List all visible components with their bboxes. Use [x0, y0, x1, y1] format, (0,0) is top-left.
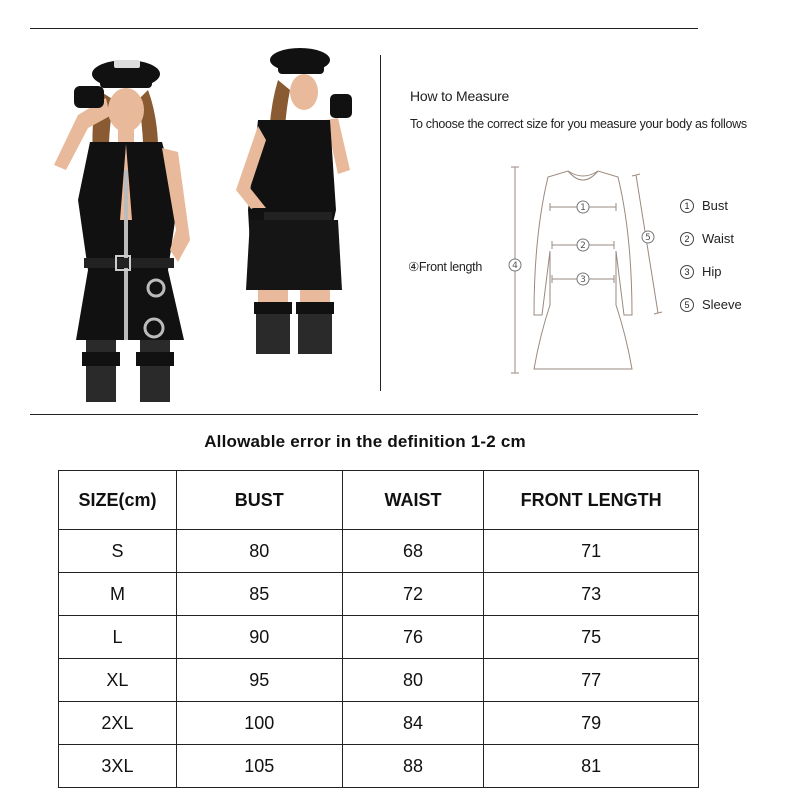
cell-size: XL — [59, 659, 177, 702]
how-to-measure-subtitle: To choose the correct size for you measure your body as follows — [410, 117, 747, 131]
cell-bust: 95 — [176, 659, 342, 702]
cell-waist: 84 — [342, 702, 484, 745]
cell-front-length: 71 — [484, 530, 699, 573]
cell-bust: 85 — [176, 573, 342, 616]
allowable-error-caption: Allowable error in the definition 1-2 cm — [204, 432, 526, 451]
svg-text:2: 2 — [580, 241, 586, 251]
header-waist: WAIST — [342, 471, 484, 530]
cell-waist: 88 — [342, 745, 484, 788]
cell-bust: 100 — [176, 702, 342, 745]
header-front-length: FRONT LENGTH — [484, 471, 699, 530]
size-chart-table — [58, 470, 699, 788]
cell-bust: 90 — [176, 616, 342, 659]
cell-size: S — [59, 530, 177, 573]
table-header-row — [59, 471, 699, 530]
cell-waist: 80 — [342, 659, 484, 702]
cell-size: 3XL — [59, 745, 177, 788]
cell-front-length: 81 — [484, 745, 699, 788]
cell-bust: 105 — [176, 745, 342, 788]
cell-size: M — [59, 573, 177, 616]
svg-text:5: 5 — [645, 233, 651, 243]
table-row — [59, 530, 699, 573]
cell-front-length: 79 — [484, 702, 699, 745]
legend-bust-label: Bust — [702, 198, 729, 213]
product-photo-front — [28, 40, 228, 405]
front-length-label: ④Front length — [408, 260, 483, 274]
legend-sleeve-number: 5 — [680, 298, 694, 312]
cell-front-length: 73 — [484, 573, 699, 616]
product-photo-back — [200, 40, 370, 360]
how-to-measure-title: How to Measure — [410, 88, 510, 104]
svg-text:1: 1 — [580, 203, 586, 213]
table-row — [59, 702, 699, 745]
section-divider — [380, 55, 381, 391]
cell-waist: 76 — [342, 616, 484, 659]
legend-waist — [680, 231, 734, 246]
table-row — [59, 745, 699, 788]
header-bust: BUST — [176, 471, 342, 530]
table-row — [59, 659, 699, 702]
cell-waist: 68 — [342, 530, 484, 573]
legend-hip-label: Hip — [702, 264, 722, 279]
cell-front-length: 77 — [484, 659, 699, 702]
legend-bust — [680, 198, 728, 213]
top-divider — [30, 28, 698, 29]
table-row — [59, 573, 699, 616]
legend-sleeve — [680, 297, 742, 312]
header-size: SIZE(cm) — [59, 471, 177, 530]
table-row — [59, 616, 699, 659]
legend-waist-label: Waist — [702, 231, 735, 246]
cell-size: L — [59, 616, 177, 659]
cell-waist: 72 — [342, 573, 484, 616]
legend-hip-number: 3 — [680, 265, 694, 279]
cell-size: 2XL — [59, 702, 177, 745]
cell-bust: 80 — [176, 530, 342, 573]
legend-hip — [680, 264, 722, 279]
legend-sleeve-label: Sleeve — [702, 297, 742, 312]
cell-front-length: 75 — [484, 616, 699, 659]
svg-text:3: 3 — [580, 275, 586, 285]
svg-text:4: 4 — [512, 261, 518, 271]
legend-waist-number: 2 — [680, 232, 694, 246]
legend-bust-number: 1 — [680, 199, 694, 213]
middle-divider — [30, 414, 698, 415]
